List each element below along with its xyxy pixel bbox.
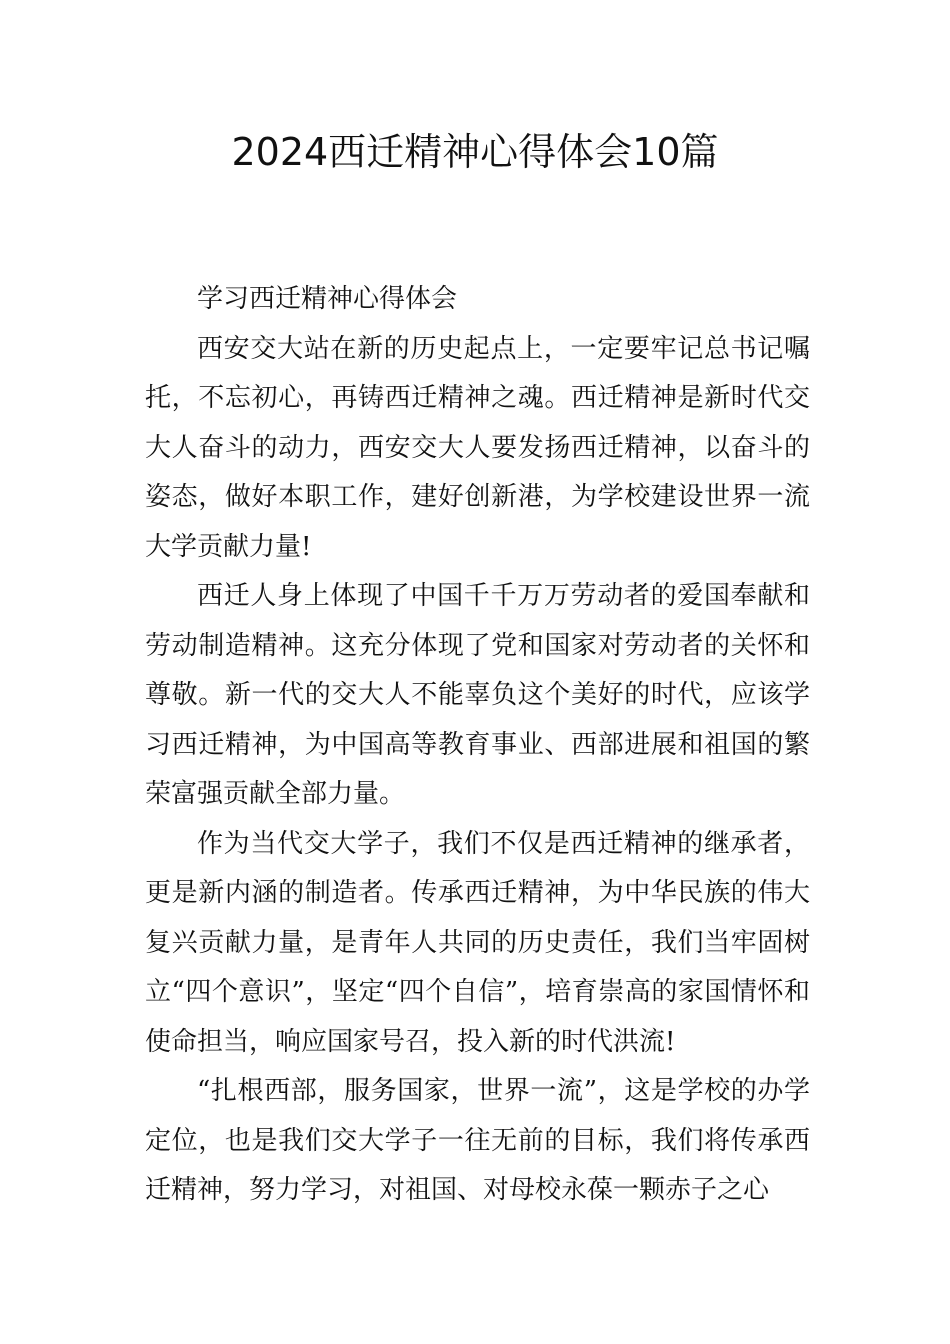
- document-body: [145, 275, 810, 1216]
- paragraph-2: 西迁人身上体现了中国千千万万劳动者的爱国奉献和劳动制造精神。这充分体现了党和国家对劳动者的关怀和尊敬。新一代的交大人不能辜负这个美好的时代，应该学习西迁精神，为中国高等教育事业、西部进展和祖国的繁荣富强贡献全部力量。: [145, 581, 810, 809]
- paragraph-3: 作为当代交大学子，我们不仅是西迁精神的继承者，更是新内涵的制造者。传承西迁精神，为中华民族的伟大复兴贡献力量，是青年人共同的历史责任，我们当牢固树立“四个意识”，坚定“四个自信”，培育崇高的家国情怀和使命担当，响应国家号召，投入新的时代洪流!: [145, 828, 810, 1057]
- section-heading: 学习西迁精神心得体会: [197, 284, 458, 314]
- paragraph-1: 西安交大站在新的历史起点上，一定要牢记总书记嘱托，不忘初心，再铸西迁精神之魂。西迁精神是新时代交大人奋斗的动力，西安交大人要发扬西迁精神，以奋斗的姿态，做好本职工作，建好创新港，为学校建设世界一流大学贡献力量!: [145, 333, 810, 562]
- document-title: 2024西迁精神心得体会10篇: [231, 130, 719, 174]
- paragraph-4: “扎根西部，服务国家，世界一流”，这是学校的办学定位，也是我们交大学子一往无前的目标，我们将传承西迁精神，努力学习，对祖国、对母校永葆一颗赤子之心: [145, 1076, 810, 1205]
